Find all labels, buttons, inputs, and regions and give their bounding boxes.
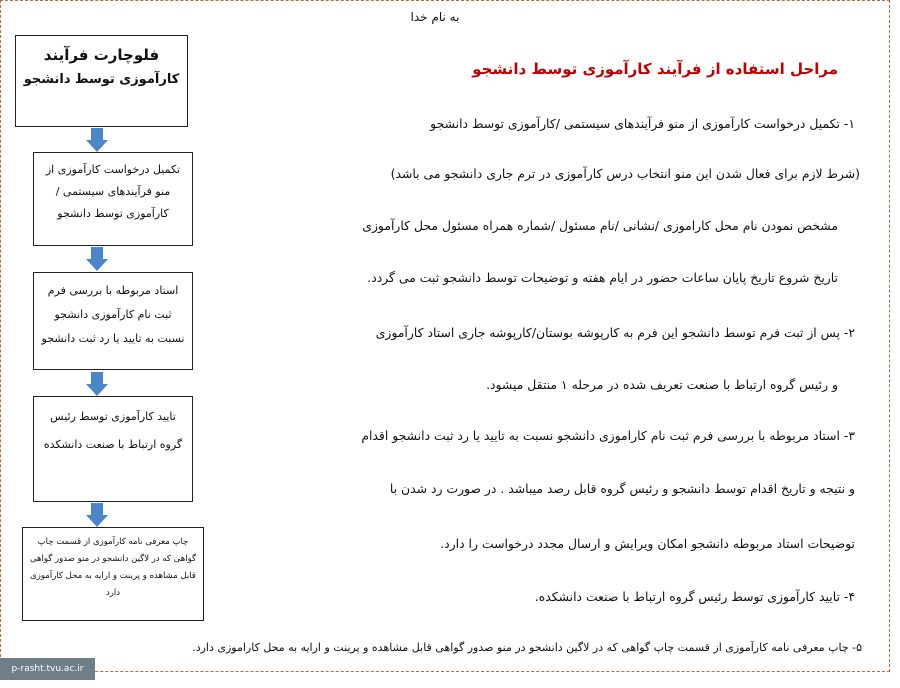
- flowchart-step-3: تایید کارآموزی توسط رئیس گروه ارتباط با صنعت دانشکده: [33, 396, 193, 502]
- step-1-line: ۱- تکمیل درخواست کارآموزی از منو فرآیندهای سیستمی /کارآموزی توسط دانشجو: [430, 116, 855, 131]
- flowchart-subtitle: کارآموزی توسط دانشجو: [23, 72, 180, 87]
- down-arrow-icon: [86, 128, 108, 152]
- step-1-condition: (شرط لازم برای فعال شدن این منو انتخاب درس کارآموزی در ترم جاری دانشجو می باشد): [390, 166, 860, 181]
- down-arrow-icon: [86, 247, 108, 271]
- flowchart-title-box: [15, 35, 188, 127]
- flowchart-step-1: تکمیل درخواست کارآموزی از منو فرآیندهای سیستمی /کارآموزی توسط دانشجو: [33, 152, 193, 246]
- flowchart-step-2: استاد مربوطه با بررسی فرم ثبت نام کارآموزی دانشجو نسبت به تایید یا رد ثبت دانشجو: [33, 272, 193, 370]
- step-2-line-1: ۲- پس از ثبت فرم توسط دانشجو این فرم به کارپوشه بوستان/کارپوشه جاری استاد کارآموزی: [375, 325, 855, 340]
- step-3-line-3: توضیحات استاد مربوطه دانشجو امکان ویرایش و ارسال مجدد درخواست را دارد.: [440, 536, 855, 551]
- step-4-line: ۴- تایید کارآموزی توسط رئیس گروه ارتباط با صنعت دانشکده.: [534, 589, 855, 604]
- flowchart-step-4: چاپ معرفی نامه کارآموزی از قسمت چاپ گواهی که در لاگین دانشجو در منو صدور گواهی قابل مشاهده و پرینت و ارایه به محل کارآموزی دارد: [22, 527, 204, 621]
- step-3-line-1: ۳- استاد مربوطه با بررسی فرم ثبت نام کاراموزی دانشجو نسبت به تایید یا رد ثبت دانشجو اقدام: [361, 428, 855, 443]
- site-url-footer: p-rasht.tvu.ac.ir: [0, 658, 95, 680]
- bismillah: به نام خدا: [410, 10, 460, 24]
- flowchart-title: فلوچارت فرآیند: [43, 46, 160, 64]
- step-5-line: ۵- چاپ معرفی نامه کارآموزی از قسمت چاپ گواهی که در لاگین دانشجو در منو صدور گواهی قابل مشاهده و پرینت و ارایه به محل کاراموزی دارد.: [192, 641, 862, 654]
- step-1-detail-1: مشخص نمودن نام محل کاراموزی /نشانی /نام مسئول /شماره همراه مسئول محل کارآموزی: [362, 218, 838, 233]
- step-2-line-2: و رئیس گروه ارتباط با صنعت تعریف شده در مرحله ۱ منتقل میشود.: [486, 377, 838, 392]
- step-1-detail-2: تاریخ شروع تاریخ پایان ساعات حضور در ایام هفته و توضیحات توسط دانشجو ثبت می گردد.: [367, 270, 838, 285]
- page-heading: مراحل استفاده از فرآیند کارآموزی توسط دانشجو: [472, 60, 838, 78]
- down-arrow-icon: [86, 503, 108, 527]
- step-3-line-2: و نتیجه و تاریخ اقدام توسط دانشجو و رئیس گروه قابل رصد میباشد . در صورت رد شدن با: [389, 481, 855, 496]
- down-arrow-icon: [86, 372, 108, 396]
